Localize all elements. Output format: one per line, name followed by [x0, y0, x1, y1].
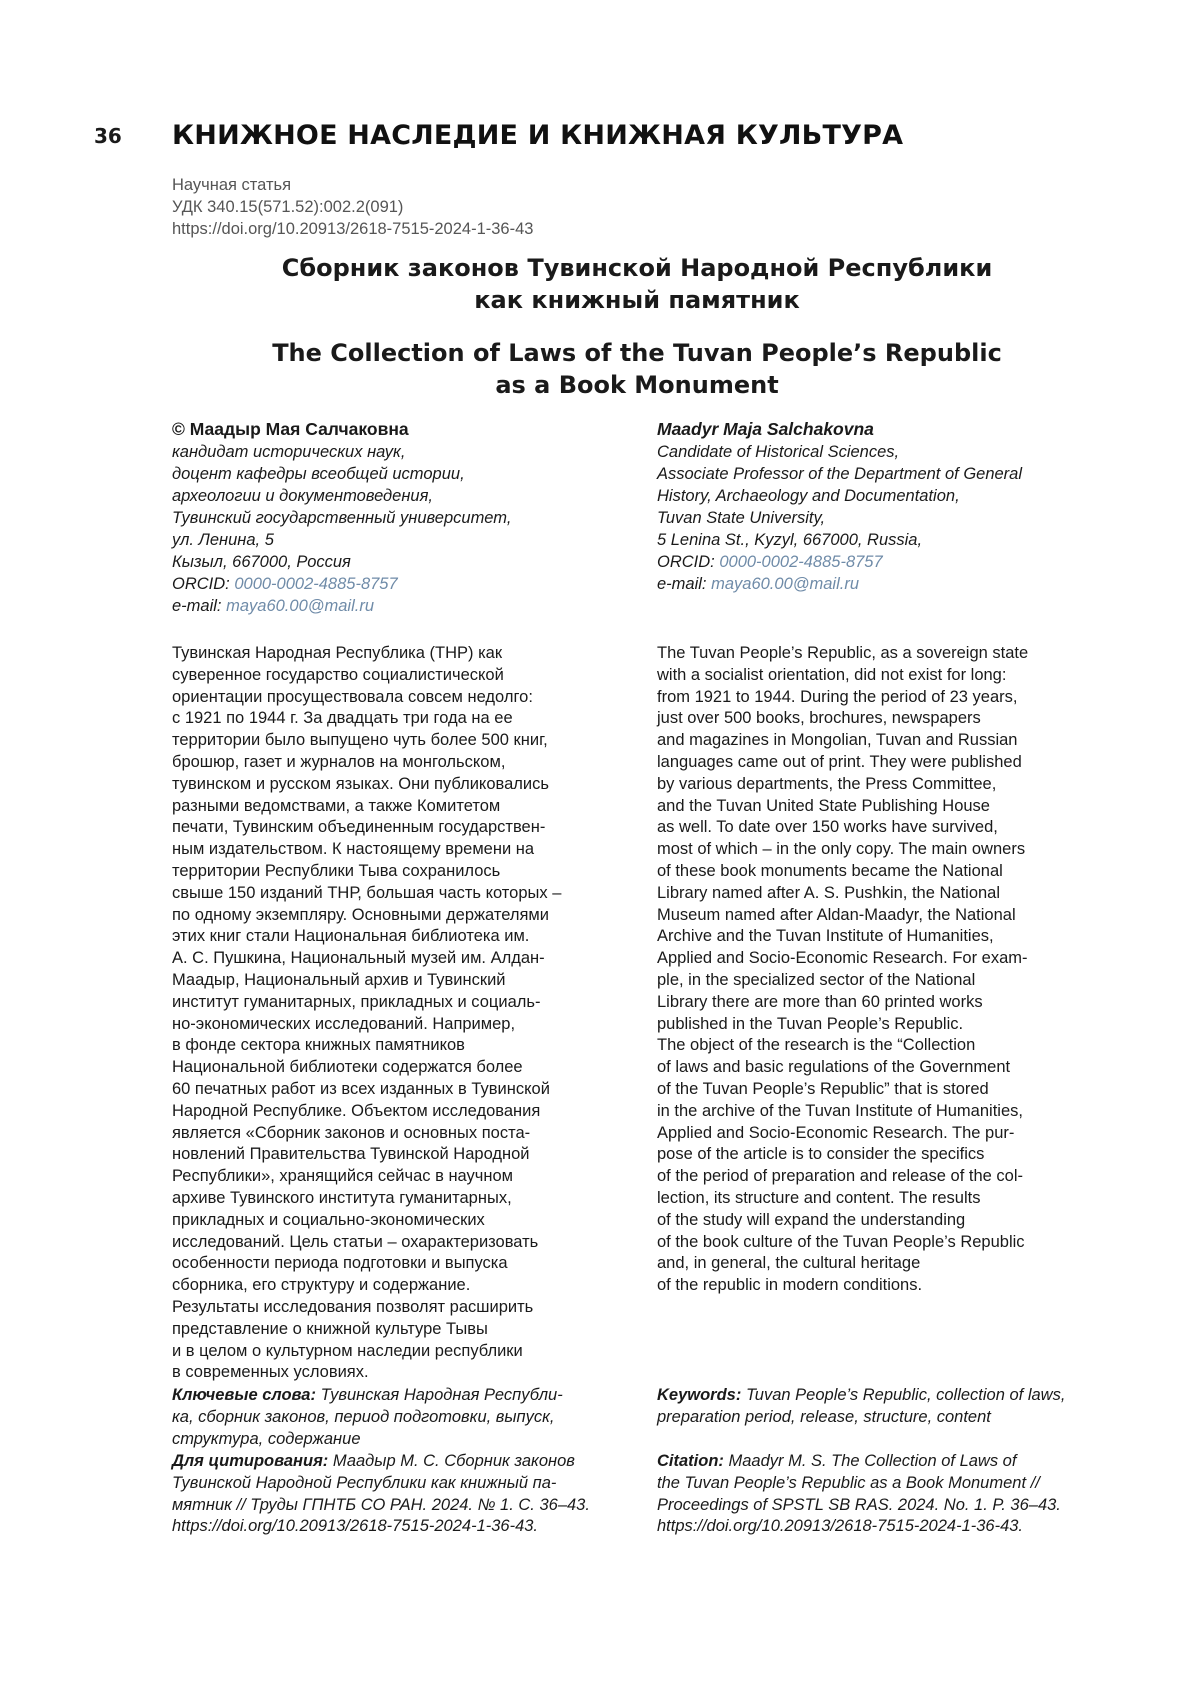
abstract-line: by various departments, the Press Committee,	[657, 774, 1117, 796]
abstract-line: брошюр, газет и журналов на монгольском,	[172, 752, 612, 774]
affiliation-line: археологии и документоведения,	[172, 485, 612, 507]
citation-doi[interactable]: https://doi.org/10.20913/2618-7515-2024-1-36-43.	[657, 1516, 1117, 1538]
abstract-line: свыше 150 изданий ТНР, большая часть которых –	[172, 883, 612, 905]
abstract-line: published in the Tuvan People’s Republic.	[657, 1014, 1117, 1036]
abstract-line: исследований. Цель статьи – охарактеризовать	[172, 1232, 612, 1254]
udc-code: УДК 340.15(571.52):002.2(091)	[172, 196, 533, 218]
citation-label: Citation:	[657, 1452, 724, 1470]
citation-line: Proceedings of SPSTL SB RAS. 2024. No. 1. P. 36–43.	[657, 1495, 1117, 1517]
abstract-line: Республики», хранящийся сейчас в научном	[172, 1166, 612, 1188]
keywords-line	[657, 1385, 1117, 1407]
abstract-line: of the book culture of the Tuvan People’s Republic	[657, 1232, 1117, 1254]
email-label: e-mail:	[172, 597, 222, 615]
abstract-line: представление о книжной культуре Тывы	[172, 1319, 612, 1341]
abstract-line: lection, its structure and content. The results	[657, 1188, 1117, 1210]
orcid-link[interactable]: 0000-0002-4885-8757	[719, 553, 882, 571]
orcid-link[interactable]: 0000-0002-4885-8757	[234, 575, 397, 593]
abstract-line: но-экономических исследований. Например,	[172, 1014, 612, 1036]
citation-line: Тувинской Народной Республики как книжный па-	[172, 1473, 612, 1495]
keywords-en	[657, 1385, 1117, 1429]
author-name-en: Maadyr Maja Salchakovna	[657, 418, 1117, 441]
abstract-line: Library named after A. S. Pushkin, the National	[657, 883, 1117, 905]
author-name-ru: © Маадыр Мая Салчаковна	[172, 418, 612, 441]
abstract-line: The object of the research is the “Collection	[657, 1035, 1117, 1057]
abstract-line: of these book monuments became the National	[657, 861, 1117, 883]
abstract-line: тувинском и русском языках. Они публиковались	[172, 774, 612, 796]
affiliation-line: Кызыл, 667000, Россия	[172, 551, 612, 573]
abstract-line: разными ведомствами, а также Комитетом	[172, 796, 612, 818]
title-ru-line: Сборник законов Тувинской Народной Республики	[172, 252, 1102, 284]
abstract-line: Результаты исследования позволят расширить	[172, 1297, 612, 1319]
abstract-line: печати, Тувинским объединенным государствен-	[172, 817, 612, 839]
citation-text: Маадыр М. С. Сборник законов	[328, 1452, 575, 1470]
abstract-line: just over 500 books, brochures, newspapers	[657, 708, 1117, 730]
orcid-row	[657, 551, 1117, 573]
orcid-label: ORCID:	[657, 553, 715, 571]
abstract-line: of the republic in modern conditions.	[657, 1275, 1117, 1297]
abstract-line: Тувинская Народная Республика (ТНР) как	[172, 643, 612, 665]
affiliation-line: доцент кафедры всеобщей истории,	[172, 463, 612, 485]
citation-doi[interactable]: https://doi.org/10.20913/2618-7515-2024-1-36-43.	[172, 1516, 612, 1538]
keywords-line	[172, 1385, 612, 1407]
abstract-line: суверенное государство социалистической	[172, 665, 612, 687]
abstract-line: прикладных и социально-экономических	[172, 1210, 612, 1232]
keywords-label: Ключевые слова:	[172, 1386, 316, 1404]
article-meta	[172, 174, 533, 240]
abstract-line: и в целом о культурном наследии республики	[172, 1341, 612, 1363]
abstract-line: and the Tuvan United State Publishing House	[657, 796, 1117, 818]
abstract-line: ориентации просуществовала совсем недолго:	[172, 687, 612, 709]
email-link[interactable]: maya60.00@mail.ru	[711, 575, 859, 593]
affiliation-en	[657, 441, 1117, 595]
abstract-line: является «Сборник законов и основных поста-	[172, 1123, 612, 1145]
abstract-line: Народной Республике. Объектом исследования	[172, 1101, 612, 1123]
affiliation-line: Candidate of Historical Sciences,	[657, 441, 1117, 463]
citation-text: Maadyr M. S. The Collection of Laws of	[724, 1452, 1017, 1470]
affiliation-line: Tuvan State University,	[657, 507, 1117, 529]
abstract-line: сборника, его структуру и содержание.	[172, 1275, 612, 1297]
affiliation-line: Тувинский государственный университет,	[172, 507, 612, 529]
article-type: Научная статья	[172, 174, 533, 196]
abstract-line: 60 печатных работ из всех изданных в Тувинской	[172, 1079, 612, 1101]
abstract-line: с 1921 по 1944 г. За двадцать три года на ее	[172, 708, 612, 730]
abstract-line: Museum named after Aldan-Maadyr, the National	[657, 905, 1117, 927]
email-row	[172, 595, 612, 617]
abstract-line: по одному экземпляру. Основными держателями	[172, 905, 612, 927]
affiliation-ru	[172, 441, 612, 617]
abstract-line: Library there are more than 60 printed works	[657, 992, 1117, 1014]
citation-ru	[172, 1451, 612, 1538]
abstract-line: Archive and the Tuvan Institute of Humanities,	[657, 926, 1117, 948]
citation-en	[657, 1451, 1117, 1538]
abstract-line: of the Tuvan People’s Republic” that is stored	[657, 1079, 1117, 1101]
abstract-line: Applied and Socio-Economic Research. The pur-	[657, 1123, 1117, 1145]
abstract-line: ple, in the specialized sector of the National	[657, 970, 1117, 992]
citation-line	[172, 1451, 612, 1473]
keywords-line: ка, сборник законов, период подготовки, выпуск,	[172, 1407, 612, 1429]
abstract-line: and magazines in Mongolian, Tuvan and Russian	[657, 730, 1117, 752]
abstract-line: of the study will expand the understanding	[657, 1210, 1117, 1232]
abstract-line: pose of the article is to consider the specifics	[657, 1144, 1117, 1166]
abstract-en	[657, 643, 1117, 1297]
abstract-line: особенности периода подготовки и выпуска	[172, 1253, 612, 1275]
citation-line: мятник // Труды ГПНТБ СО РАН. 2024. № 1. С. 36–43.	[172, 1495, 612, 1517]
title-en-line: as a Book Monument	[172, 369, 1102, 401]
doi-link[interactable]: https://doi.org/10.20913/2618-7515-2024-1-36-43	[172, 218, 533, 240]
abstract-line: most of which – in the only copy. The main owners	[657, 839, 1117, 861]
abstract-line: институт гуманитарных, прикладных и социаль-	[172, 992, 612, 1014]
abstract-line: in the archive of the Tuvan Institute of Humanities,	[657, 1101, 1117, 1123]
abstract-line: в современных условиях.	[172, 1362, 612, 1384]
abstract-line: of laws and basic regulations of the Government	[657, 1057, 1117, 1079]
title-english	[172, 337, 1102, 401]
abstract-line: as well. To date over 150 works have survived,	[657, 817, 1117, 839]
affiliation-line: 5 Lenina St., Kyzyl, 667000, Russia,	[657, 529, 1117, 551]
abstract-line: The Tuvan People’s Republic, as a sovereign state	[657, 643, 1117, 665]
abstract-line: в фонде сектора книжных памятников	[172, 1035, 612, 1057]
keywords-ru	[172, 1385, 612, 1450]
keywords-text: Тувинская Народная Республи-	[316, 1386, 563, 1404]
abstract-line: with a socialist orientation, did not exist for long:	[657, 665, 1117, 687]
keywords-text: Tuvan People’s Republic, collection of laws,	[741, 1386, 1065, 1404]
page-number: 36	[94, 124, 122, 148]
abstract-line: Национальной библиотеки содержатся более	[172, 1057, 612, 1079]
section-title: КНИЖНОЕ НАСЛЕДИЕ И КНИЖНАЯ КУЛЬТУРА	[172, 120, 903, 151]
title-ru-line: как книжный памятник	[172, 284, 1102, 316]
email-row	[657, 573, 1117, 595]
email-label: e-mail:	[657, 575, 707, 593]
citation-line	[657, 1451, 1117, 1473]
abstract-line: of the period of preparation and release of the col-	[657, 1166, 1117, 1188]
abstract-line: территории было выпущено чуть более 500 книг,	[172, 730, 612, 752]
affiliation-line: кандидат исторических наук,	[172, 441, 612, 463]
keywords-line: структура, содержание	[172, 1429, 612, 1451]
abstract-line: А. С. Пушкина, Национальный музей им. Алдан-	[172, 948, 612, 970]
abstract-line: and, in general, the cultural heritage	[657, 1253, 1117, 1275]
affiliation-line: Associate Professor of the Department of General	[657, 463, 1117, 485]
affiliation-line: History, Archaeology and Documentation,	[657, 485, 1117, 507]
citation-label: Для цитирования:	[172, 1452, 328, 1470]
abstract-ru	[172, 643, 612, 1384]
keywords-line: preparation period, release, structure, content	[657, 1407, 1117, 1429]
email-link[interactable]: maya60.00@mail.ru	[226, 597, 374, 615]
abstract-line: территории Республики Тыва сохранилось	[172, 861, 612, 883]
abstract-line: from 1921 to 1944. During the period of 23 years,	[657, 687, 1117, 709]
citation-line: the Tuvan People’s Republic as a Book Monument //	[657, 1473, 1117, 1495]
abstract-line: архиве Тувинского института гуманитарных,	[172, 1188, 612, 1210]
author-block-en	[657, 418, 1117, 595]
orcid-label: ORCID:	[172, 575, 230, 593]
abstract-line: этих книг стали Национальная библиотека им.	[172, 926, 612, 948]
affiliation-line: ул. Ленина, 5	[172, 529, 612, 551]
title-russian	[172, 252, 1102, 316]
orcid-row	[172, 573, 612, 595]
abstract-line: languages came out of print. They were published	[657, 752, 1117, 774]
abstract-line: Маадыр, Национальный архив и Тувинский	[172, 970, 612, 992]
author-block-ru	[172, 418, 612, 617]
abstract-line: ным издательством. К настоящему времени на	[172, 839, 612, 861]
abstract-line: новлений Правительства Тувинской Народной	[172, 1144, 612, 1166]
abstract-line: Applied and Socio-Economic Research. For exam-	[657, 948, 1117, 970]
title-en-line: The Collection of Laws of the Tuvan People’s Republic	[172, 337, 1102, 369]
keywords-label: Keywords:	[657, 1386, 741, 1404]
